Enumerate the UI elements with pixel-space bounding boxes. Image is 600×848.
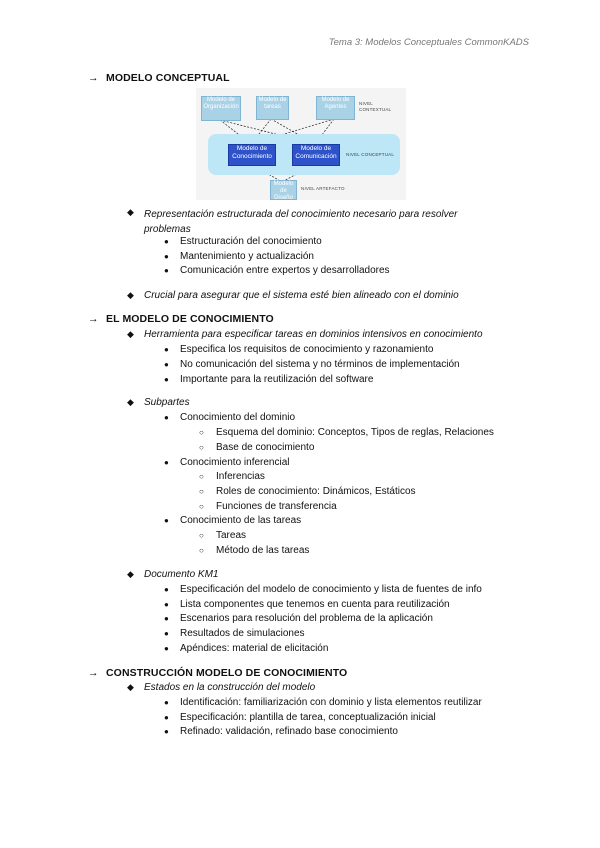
- list-item: ● Especificación del modelo de conocimiento y lista de fuentes de info: [164, 584, 482, 595]
- circle-bullet-icon: ○: [199, 443, 204, 452]
- bullet-icon: ●: [164, 345, 169, 354]
- list-item: ◆ Subpartes: [127, 397, 190, 408]
- diamond-bullet-icon: ◆: [127, 290, 134, 300]
- diamond-bullet-icon: ◆: [127, 682, 134, 692]
- list-item: ○ Método de las tareas: [199, 545, 310, 556]
- list-item: ○ Roles de conocimiento: Dinámicos, Estáticos: [199, 486, 416, 497]
- list-item: ● Importante para la reutilización del software: [164, 374, 374, 385]
- list-item: ● Especificación: plantilla de tarea, conceptualización inicial: [164, 712, 436, 723]
- diamond-bullet-icon: ◆: [127, 207, 134, 217]
- design-model-box: Modelo de Diseño: [270, 180, 297, 200]
- conceptual-model-diagram: [196, 88, 406, 200]
- task-model-box: Modelo de tareas: [256, 96, 289, 120]
- list-item: ◆ Representación estructurada del conocimiento necesario para resolver problemas: [127, 207, 458, 235]
- list-item: ◆ Estados en la construcción del modelo: [127, 682, 316, 693]
- list-item: ○ Tareas: [199, 530, 247, 541]
- circle-bullet-icon: ○: [199, 502, 204, 511]
- list-item: ◆ Crucial para asegurar que el sistema esté bien alineado con el dominio: [127, 290, 459, 301]
- list-item: ○ Inferencias: [199, 471, 265, 482]
- list-item: ● Identificación: familiarización con dominio y lista elementos reutilizar: [164, 697, 482, 708]
- bullet-icon: ●: [164, 600, 169, 609]
- list-item: ● Apéndices: material de elicitación: [164, 643, 329, 654]
- diamond-bullet-icon: ◆: [127, 569, 134, 579]
- list-item: ◆ Herramienta para especificar tareas en dominios intensivos en conocimiento: [127, 329, 483, 340]
- list-item: ● Escenarios para resolución del problema de la aplicación: [164, 613, 433, 624]
- bullet-icon: ●: [164, 266, 169, 275]
- bullet-icon: ●: [164, 727, 169, 736]
- bullet-icon: ●: [164, 360, 169, 369]
- list-item: ● Conocimiento de las tareas: [164, 515, 302, 526]
- list-item: ○ Base de conocimiento: [199, 442, 315, 453]
- list-item: ● Estructuración del conocimiento: [164, 236, 322, 247]
- circle-bullet-icon: ○: [199, 428, 204, 437]
- bullet-icon: ●: [164, 252, 169, 261]
- bullet-icon: ●: [164, 375, 169, 384]
- bullet-icon: ●: [164, 614, 169, 623]
- artifact-level-label: NIVEL ARTEFACTO: [301, 186, 345, 191]
- bullet-icon: ●: [164, 516, 169, 525]
- bullet-icon: ●: [164, 237, 169, 246]
- organization-model-box: Modelo de Organización: [201, 96, 241, 121]
- contextual-level-label: NIVEL CONTEXTUAL: [359, 101, 392, 112]
- list-item: ● Conocimiento del dominio: [164, 412, 296, 423]
- communication-model-box: Modelo de Comunicación: [292, 144, 340, 166]
- bullet-icon: ●: [164, 458, 169, 467]
- page-header-title: Tema 3: Modelos Conceptuales CommonKADS: [328, 37, 529, 48]
- list-item: ● Especifica los requisitos de conocimiento y razonamiento: [164, 344, 434, 355]
- section-heading-modelo-conocimiento: → EL MODELO DE CONOCIMIENTO: [88, 313, 274, 325]
- list-item: ○ Funciones de transferencia: [199, 501, 337, 512]
- bullet-icon: ●: [164, 698, 169, 707]
- agent-model-box: Modelo de Agentes: [316, 96, 355, 120]
- list-item: ● Lista componentes que tenemos en cuenta para reutilización: [164, 599, 450, 610]
- bullet-icon: ●: [164, 644, 169, 653]
- arrow-icon: →: [88, 72, 99, 84]
- list-item: ● Refinado: validación, refinado base conocimiento: [164, 726, 398, 737]
- diamond-bullet-icon: ◆: [127, 329, 134, 339]
- list-item: ● Conocimiento inferencial: [164, 457, 290, 468]
- bullet-icon: ●: [164, 413, 169, 422]
- conceptual-level-label: NIVEL CONCEPTUAL: [346, 152, 395, 157]
- list-item: ● No comunicación del sistema y no términos de implementación: [164, 359, 460, 370]
- bullet-icon: ●: [164, 629, 169, 638]
- arrow-icon: →: [88, 313, 99, 325]
- list-item: ◆ Documento KM1: [127, 569, 219, 580]
- circle-bullet-icon: ○: [199, 472, 204, 481]
- section-heading-modelo-conceptual: → MODELO CONCEPTUAL: [88, 72, 230, 84]
- circle-bullet-icon: ○: [199, 531, 204, 540]
- diamond-bullet-icon: ◆: [127, 397, 134, 407]
- circle-bullet-icon: ○: [199, 546, 204, 555]
- list-item: ○ Esquema del dominio: Conceptos, Tipos de reglas, Relaciones: [199, 427, 494, 438]
- arrow-icon: →: [88, 667, 99, 679]
- knowledge-model-box: Modelo de Conocimiento: [228, 144, 276, 166]
- bullet-icon: ●: [164, 713, 169, 722]
- circle-bullet-icon: ○: [199, 487, 204, 496]
- bullet-icon: ●: [164, 585, 169, 594]
- list-item: ● Comunicación entre expertos y desarrolladores: [164, 265, 390, 276]
- section-heading-construccion: → CONSTRUCCIÓN MODELO DE CONOCIMIENTO: [88, 667, 348, 679]
- list-item: ● Mantenimiento y actualización: [164, 251, 314, 262]
- list-item: ● Resultados de simulaciones: [164, 628, 305, 639]
